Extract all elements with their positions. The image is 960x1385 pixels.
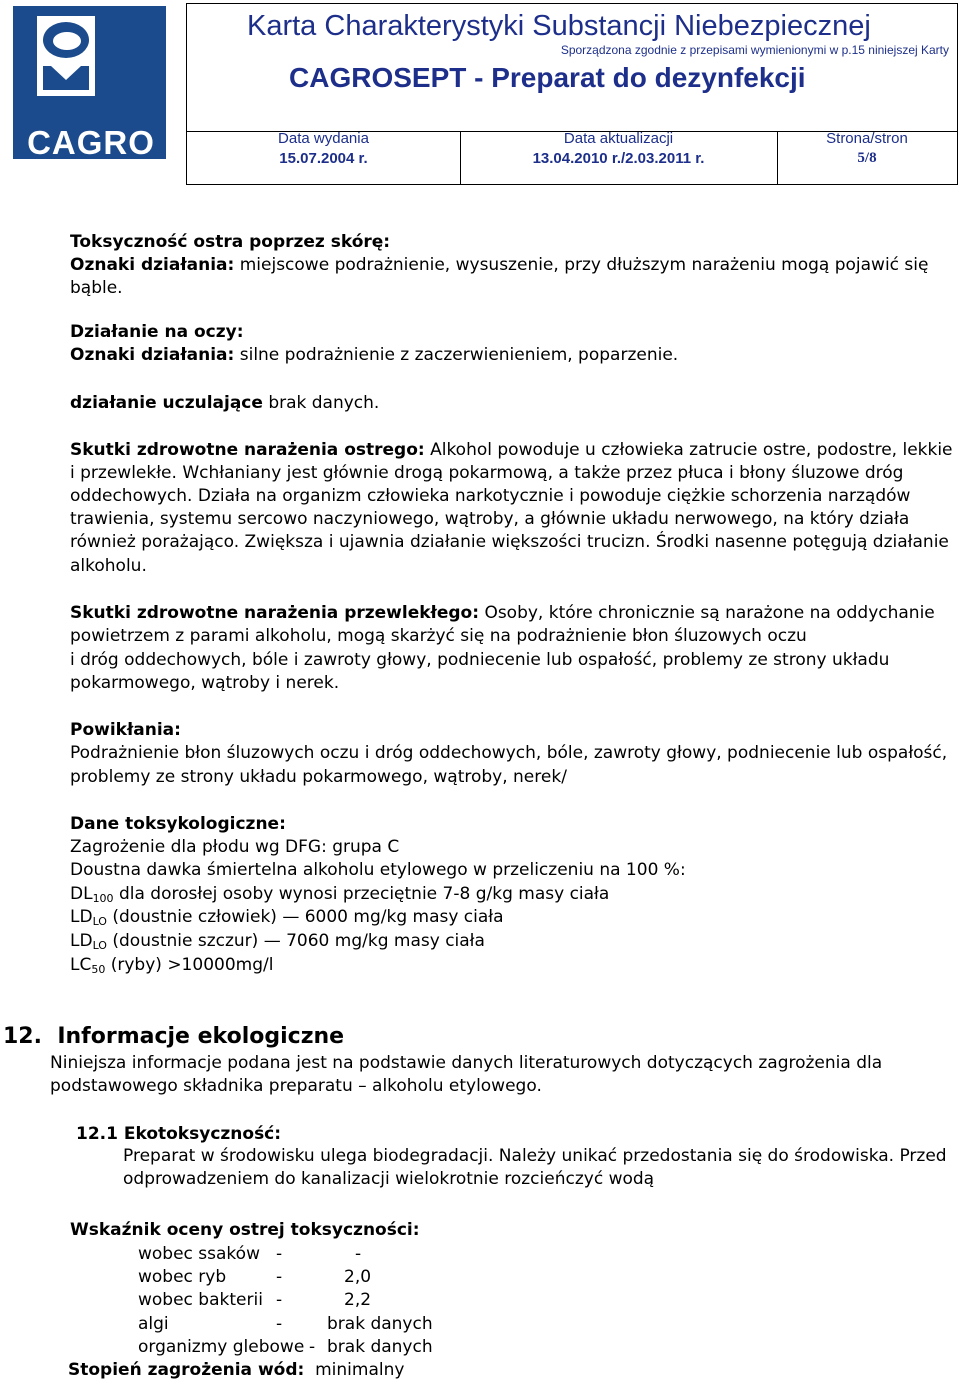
section-number: 12. [3, 1024, 42, 1049]
paragraph-line: Zagrożenie dla płodu wg DFG: grupa C [70, 837, 400, 857]
update-date-label: Data aktualizacji [563, 130, 674, 147]
text: LD [70, 931, 93, 951]
eye-effects-heading: Działanie na oczy: [70, 322, 244, 342]
issue-date-value: 15.07.2004 r. [279, 150, 368, 167]
toxicology-heading: Dane toksykologiczne: [70, 814, 286, 834]
eye-effects-line [70, 345, 678, 365]
document-title: Karta Charakterystyki Substancji Niebezpiecznej [247, 10, 871, 42]
paragraph-line: Preparat w środowisku ulega biodegradacji. Należy unikać przedostania się do środowiska. Przed [123, 1146, 947, 1166]
paragraph-line: podstawowego składnika preparatu – alkoholu etylowego. [50, 1076, 542, 1096]
issue-date-label: Data wydania [278, 130, 369, 147]
paragraph-line: problemy ze strony układu pokarmowego, wątroby, nerek/ [70, 767, 567, 787]
text: LD [70, 907, 93, 927]
ecotoxicity-heading: 12.1 Ekotoksyczność: [76, 1124, 282, 1144]
label: Stopień zagrożenia wód: [68, 1360, 305, 1380]
water-hazard-line [68, 1360, 404, 1380]
text: Wchłaniany jest głównie drogą pokarmową, a także przez płuca i błony śluzowe dróg [182, 463, 904, 483]
text: (ryby) >10000mg/l [105, 955, 274, 975]
company-logo [13, 6, 166, 159]
text: LC [70, 955, 92, 975]
acute-exposure-line [70, 440, 953, 460]
indicator-dash: - [276, 1314, 283, 1334]
subscript: 50 [91, 963, 106, 976]
text: Alkohol powoduje u człowieka zatrucie ostre, podostre, lekkie [430, 440, 953, 460]
indicator-value: 2,0 [344, 1267, 372, 1287]
text: Osoby, które chronicznie są narażone na oddychanie [484, 603, 935, 623]
indicator-dash: - [276, 1290, 283, 1310]
paragraph-line: również porażająco. Zwiększa i ujawnia działanie większości trucizn. Środki nasenne potęgują działanie [70, 532, 949, 552]
paragraph-line: Niniejsza informacje podana jest na podstawie danych literaturowych dotyczących zagrożenia dla [50, 1053, 883, 1073]
indicator-dash: - [309, 1337, 316, 1357]
skin-toxicity-heading: Toksyczność ostra poprzez skórę: [70, 232, 391, 252]
paragraph-line: i dróg oddechowych, bóle i zawroty głowy, podniecenie lub ospałość, problemy ze strony układu [70, 650, 890, 670]
logo-mark-icon [37, 16, 95, 96]
text: Działa na organizm człowieka narkotycznie i powoduje ciężkie schorzenia narządów [197, 486, 911, 506]
ld-human-line [70, 907, 504, 928]
complications-heading: Powikłania: [70, 720, 181, 740]
indicator-value: - [355, 1244, 362, 1264]
value: minimalny [315, 1360, 405, 1380]
subscript: LO [92, 939, 107, 952]
paragraph-line [70, 463, 903, 483]
indicator-name: algi [138, 1314, 169, 1334]
label: Oznaki działania: [70, 345, 235, 365]
dl100-line [70, 884, 609, 905]
logo-wordmark: CAGRO [27, 124, 155, 161]
document-subtitle: Sporządzona zgodnie z przepisami wymienionymi w p.15 niniejszej Karty [560, 43, 949, 57]
page-count-label: Strona/stron [826, 130, 908, 147]
paragraph-line [70, 486, 910, 506]
paragraph-line: Doustna dawka śmiertelna alkoholu etylowego w przeliczeniu na 100 %: [70, 860, 686, 880]
indicator-dash: - [276, 1267, 283, 1287]
ld-rat-line [70, 931, 485, 952]
acute-toxicity-index-heading: Wskaźnik oceny ostrej toksyczności: [70, 1220, 420, 1240]
paragraph-line: pokarmowego, wątroby i nerek. [70, 673, 340, 693]
indicator-name: organizmy glebowe [138, 1337, 305, 1357]
subscript: 100 [92, 892, 114, 905]
text: (doustnie szczur) — 7060 mg/kg masy ciała [106, 931, 485, 951]
subscript: LO [92, 915, 107, 928]
text: (doustnie człowiek) — 6000 mg/kg masy ciała [106, 907, 504, 927]
indicator-name: wobec bakterii [138, 1290, 263, 1310]
indicator-value: 2,2 [344, 1290, 372, 1310]
chronic-exposure-line [70, 603, 935, 623]
indicator-value: brak danych [327, 1337, 433, 1357]
lc50-line [70, 955, 273, 976]
text: silne podrażnienie z zaczerwienieniem, poparzenie. [239, 345, 679, 365]
skin-effects-line [70, 255, 928, 275]
page-count-value: 5/8 [857, 150, 877, 166]
update-date-value: 13.04.2010 r./2.03.2011 r. [532, 150, 705, 167]
paragraph-line: powietrzem z parami alkoholu, mogą skarżyć się na podrażnienie błon śluzowych oczu [70, 626, 807, 646]
paragraph-line: bąble. [70, 278, 123, 298]
section-12-heading [3, 1024, 344, 1049]
indicator-dash: - [276, 1244, 283, 1264]
label: działanie uczulające [70, 393, 263, 413]
indicator-name: wobec ssaków [138, 1244, 260, 1264]
text: oddechowych. [70, 486, 193, 506]
paragraph-line: odprowadzeniem do kanalizacji wielokrotnie rozcieńczyć wodą [123, 1169, 655, 1189]
section-title: Informacje ekologiczne [57, 1024, 345, 1049]
text: dla dorosłej osoby wynosi przeciętnie 7-8 g/kg masy ciała [113, 884, 610, 904]
paragraph-line: trawienia, systemu sercowo naczyniowego, wątroby, a głównie układu nerwowego, na który działa [70, 509, 910, 529]
paragraph-line: Podrażnienie błon śluzowych oczu i dróg oddechowych, bóle, zawroty głowy, podniecenie lub ospałość, [70, 743, 948, 763]
text: i przewlekłe. [70, 463, 177, 483]
product-name: CAGROSEPT - Preparat do dezynfekcji [289, 62, 806, 93]
indicator-name: wobec ryb [138, 1267, 227, 1287]
indicator-value: brak danych [327, 1314, 433, 1334]
sensitization-line [70, 393, 379, 413]
label: Skutki zdrowotne narażenia przewlekłego: [70, 603, 480, 623]
label: Oznaki działania: [70, 255, 235, 275]
label: Skutki zdrowotne narażenia ostrego: [70, 440, 425, 460]
document-header [186, 3, 958, 185]
text: miejscowe podrażnienie, wysuszenie, przy dłuższym narażeniu mogą pojawić się [239, 255, 929, 275]
text: DL [70, 884, 93, 904]
text: brak danych. [268, 393, 380, 413]
paragraph-line: alkoholu. [70, 556, 147, 576]
